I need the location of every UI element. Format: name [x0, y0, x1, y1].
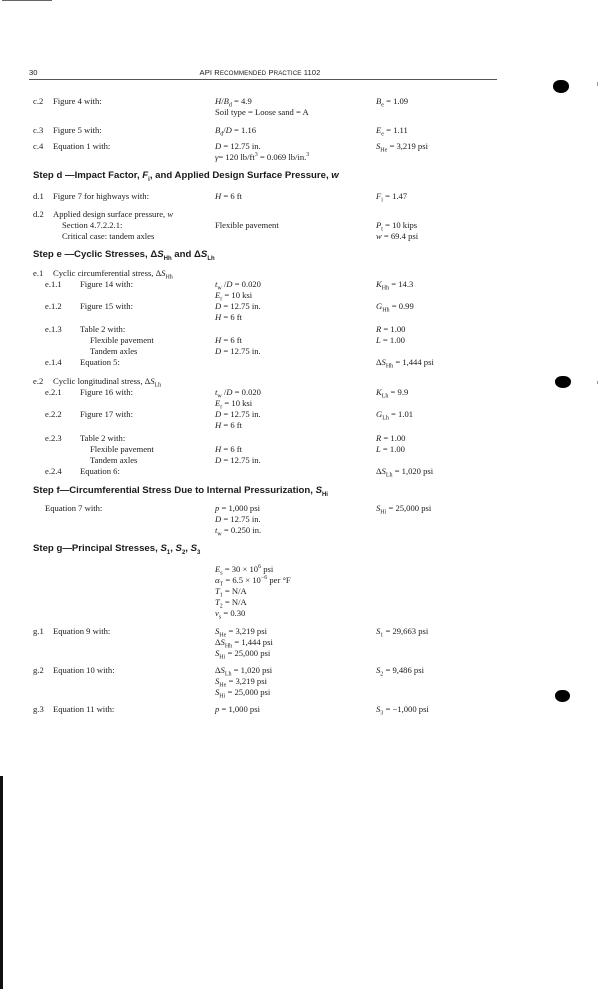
- row-label: Figure 14 with:: [80, 279, 133, 289]
- row-id: e.1.2: [45, 301, 62, 311]
- section-heading-step-e: Step e —Cyclic Stresses, $\Delta S_{Hh}$ and $\Delta S_{Lh}$: [33, 249, 215, 262]
- scan-speck: [597, 82, 598, 86]
- row-label: Table 2 with:: [80, 324, 126, 334]
- result-value: $S_1 = 29,663$ psi: [376, 626, 429, 639]
- input-value: γ= 120 $lb/ft^3 = 0.069$ lb/in.$^3$: [215, 152, 310, 162]
- result-value: R = 1.00: [376, 433, 406, 443]
- input-value: $t_w$ /D = 0.020: [215, 387, 261, 400]
- result-value: $S_{Hi} = 25,000$ psi: [376, 503, 432, 516]
- input-value: D = 12.75 in.: [215, 301, 261, 311]
- input-value: H = 6 ft: [215, 444, 243, 454]
- result-value: $G_{Hh} = 0.99$: [376, 301, 414, 314]
- input-value: p = 1,000 psi: [215, 503, 260, 513]
- row-label: Equation 10 with:: [53, 665, 115, 675]
- input-value: $S_{He} = 3,219$ psi: [215, 626, 267, 639]
- row-id: g.1: [33, 626, 44, 636]
- scan-blot: [553, 80, 569, 93]
- row-label: Figure 16 with:: [80, 387, 133, 397]
- section-heading-step-f: Step f—Circumferential Stress Due to Internal Pressurization, $S_{Hi}$: [33, 485, 328, 498]
- result-value: L = 1.00: [376, 335, 405, 345]
- param-value: $v_s = 0.30$: [215, 608, 246, 621]
- result-value: $S_{He} = 3,219$ psi: [376, 141, 428, 154]
- input-value: $E_r = 10$ ksi: [215, 398, 253, 411]
- input-value: D = 12.75 in.: [215, 455, 261, 465]
- running-title: API RECOMMENDED PRACTICE 1102: [199, 68, 321, 77]
- row-id: e.1.3: [45, 324, 62, 334]
- row-id: e.2.3: [45, 433, 62, 443]
- scan-blot: [555, 690, 570, 702]
- row-label: Equation 1 with:: [53, 141, 111, 151]
- input-value: $S_{Hi} = 25,000$ psi: [215, 687, 271, 700]
- section-heading-step-d: Step d —Impact Factor, $F_i$, and Applied Design Surface Pressure, w: [33, 170, 339, 183]
- result-value: $\Delta S_{Hh} = 1,444$ psi: [376, 357, 434, 370]
- result-value: $P_t = 10$ kips: [376, 220, 418, 233]
- row-id: d.1: [33, 191, 44, 201]
- input-value: H = 6 ft: [215, 191, 243, 201]
- row-label: Table 2 with:: [80, 433, 126, 443]
- result-value: R = 1.00: [376, 324, 406, 334]
- param-value: $\alpha_T = 6.5 \times 10^{-6}$ per °F: [215, 575, 291, 588]
- input-value: $E_r = 10$ ksi: [215, 290, 253, 303]
- scan-blot: [555, 376, 571, 388]
- row-label: Cyclic longitudinal stress, $\Delta S_{Lh}$: [53, 376, 162, 389]
- row-label: Figure 4 with:: [53, 96, 102, 106]
- result-value: $E_e = 1.11$: [376, 125, 408, 138]
- row-id: g.3: [33, 704, 44, 714]
- result-value: L = 1.00: [376, 444, 405, 454]
- row-id: e.2.1: [45, 387, 62, 397]
- input-value: D = 12.75 in.: [215, 409, 261, 419]
- input-value: D = 12.75 in.: [215, 141, 261, 151]
- result-value: w = 69.4 psi: [376, 231, 419, 241]
- row-sublabel: Flexible pavement: [90, 444, 154, 454]
- row-id: e.1.4: [45, 357, 62, 367]
- row-label: Figure 7 for highways with:: [53, 191, 149, 201]
- input-value: $B_d/D = 1.16$: [215, 125, 257, 138]
- row-sublabel: Tandem axles: [90, 346, 138, 356]
- param-value: $T_2 = N/A$: [215, 597, 247, 610]
- section-heading-step-g: Step g—Principal Stresses, $S_1$, $S_2$, $S_3$: [33, 543, 201, 556]
- row-id: d.2: [33, 209, 44, 219]
- scan-left-edge: [0, 776, 3, 989]
- result-value: $B_e = 1.09$: [376, 96, 409, 109]
- input-value: D = 12.75 in.: [215, 346, 261, 356]
- input-value: D = 12.75 in.: [215, 514, 261, 524]
- row-label: Applied design surface pressure, w: [53, 209, 174, 219]
- row-label: Equation 9 with:: [53, 626, 111, 636]
- result-value: $K_{Hh} = 14.3$: [376, 279, 414, 292]
- row-label: Figure 17 with:: [80, 409, 133, 419]
- row-label: Figure 15 with:: [80, 301, 133, 311]
- row-id: e.1: [33, 268, 44, 278]
- input-value: $\Delta S_{Hh} = 1,444$ psi: [215, 637, 273, 650]
- row-id: e.1.1: [45, 279, 62, 289]
- header-rule: [29, 79, 497, 80]
- input-value: $S_{He} = 3,219$ psi: [215, 676, 267, 689]
- input-value: $\Delta S_{Lh} = 1,020$ psi: [215, 665, 273, 678]
- result-value: $F_i = 1.47$: [376, 191, 408, 204]
- row-label: Cyclic circumferential stress, $\Delta S_{Hh}$: [53, 268, 173, 281]
- input-value: Flexible pavement: [215, 220, 279, 230]
- row-label: Equation 6:: [80, 466, 120, 476]
- input-value: p = 1,000 psi: [215, 704, 260, 714]
- input-value: $t_w$ /D = 0.020: [215, 279, 261, 292]
- result-value: $G_{Lh} = 1.01$: [376, 409, 414, 422]
- row-id: e.2.2: [45, 409, 62, 419]
- scan-edge-line: [2, 0, 52, 1]
- input-value: $t_w = 0.250$ in.: [215, 525, 262, 538]
- row-sublabel: Tandem axles: [90, 455, 138, 465]
- input-value: Soil type = Loose sand = A: [215, 107, 309, 117]
- row-id: c.3: [33, 125, 44, 135]
- row-label: Equation 7 with:: [45, 503, 103, 513]
- row-sublabel: Critical case: tandem axles: [62, 231, 155, 241]
- input-value: $S_{Hi} = 25,000$ psi: [215, 648, 271, 661]
- row-id: e.2: [33, 376, 44, 386]
- row-id: c.2: [33, 96, 44, 106]
- row-label: Figure 5 with:: [53, 125, 102, 135]
- row-label: Equation 5:: [80, 357, 120, 367]
- input-value: H = 6 ft: [215, 420, 243, 430]
- input-value: H = 6 ft: [215, 312, 243, 322]
- row-id: g.2: [33, 665, 44, 675]
- param-value: $T_1 = N/A$: [215, 586, 247, 599]
- result-value: $\Delta S_{Lh} = 1,020$ psi: [376, 466, 434, 479]
- row-label: Equation 11 with:: [53, 704, 115, 714]
- scan-speck: [597, 381, 598, 384]
- row-sublabel: Section 4.7.2.2.1:: [62, 220, 123, 230]
- row-sublabel: Flexible pavement: [90, 335, 154, 345]
- input-value: H = 6 ft: [215, 335, 243, 345]
- row-id: e.2.4: [45, 466, 62, 476]
- page-number: 30: [29, 68, 38, 77]
- result-value: $S_3 = -1,000$ psi: [376, 704, 429, 717]
- param-value: $E_s = 30 \times 10^6$ psi: [215, 564, 274, 577]
- input-value: $H/B_d = 4.9$: [215, 96, 252, 109]
- row-id: c.4: [33, 141, 44, 151]
- result-value: $S_2 = 9,486$ psi: [376, 665, 424, 678]
- result-value: $K_{Lh} = 9.9$: [376, 387, 409, 400]
